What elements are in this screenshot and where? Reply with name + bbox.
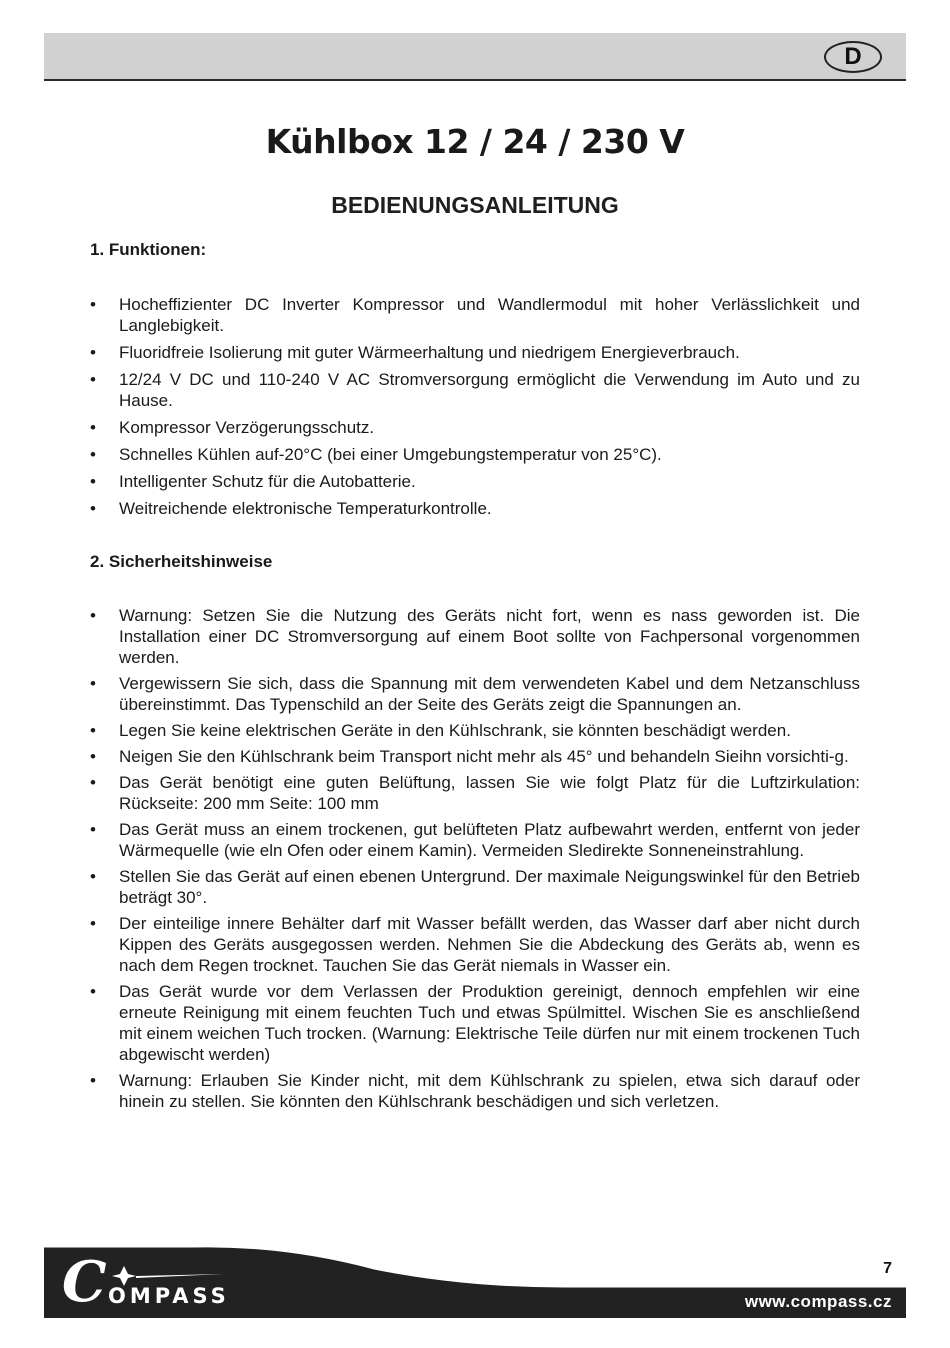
list-item: • Legen Sie keine elektrischen Geräte in den Kühlschrank, sie könnten beschädigt werden.	[90, 720, 860, 741]
website-link[interactable]: www.compass.cz	[744, 1292, 892, 1311]
list-item: • Intelligenter Schutz für die Autobatterie.	[90, 471, 860, 492]
list-item: • Neigen Sie den Kühlschrank beim Transport nicht mehr als 45° und behandeln Sieihn vorsichti-g.	[90, 746, 860, 767]
list-item: • Fluoridfreie Isolierung mit guter Wärmeerhaltung und niedrigem Energieverbrauch.	[90, 342, 860, 363]
language-badge: D	[824, 41, 882, 73]
document-subtitle: BEDIENUNGSANLEITUNG	[331, 192, 619, 218]
logo-initial: C	[62, 1249, 107, 1315]
list-item: • Warnung: Erlauben Sie Kinder nicht, mit dem Kühlschrank zu spielen, etwa sich darauf oder hinein zu stellen. Sie könnten den Kühlschrank beschädigen und sich verletzen.	[90, 1070, 860, 1112]
list-item: • Warnung: Setzen Sie die Nutzung des Geräts nicht fort, wenn es nass geworden ist. Die Installation einer DC Stromversorgung auf einem Boot sollte von Fachpersonal vorgenommen werden.	[90, 605, 860, 668]
list-item: • Kompressor Verzögerungsschutz.	[90, 417, 860, 438]
list-item: • Das Gerät wurde vor dem Verlassen der Produktion gereinigt, dennoch empfehlen wir eine erneute Reinigung mit einem feuchten Tuch und etwas Spülmittel. Wischen Sie es anschließend mit einem weichen Tuch trocken. (Warnung: Elektrische Teile dürfen nur mit einem trockenen Tuch abgewischt werden)	[90, 981, 860, 1065]
funktionen-list	[90, 294, 860, 519]
list-item: • Vergewissern Sie sich, dass die Spannung mit dem verwendeten Kabel und dem Netzanschluss übereinstimmt. Das Typenschild an der Seite des Geräts zeigt die Spannungen an.	[90, 673, 860, 715]
page-number: 7	[883, 1260, 892, 1277]
list-item: • Das Gerät benötigt eine guten Belüftung, lassen Sie wie folgt Platz für die Luftzirkulation: Rückseite: 200 mm Seite: 100 mm	[90, 772, 860, 814]
section-heading-sicherheitshinweise: 2. Sicherheitshinweise	[90, 552, 273, 571]
header-band	[44, 33, 906, 81]
document-title: Kühlbox 12 / 24 / 230 V	[265, 122, 685, 161]
section-heading-funktionen: 1. Funktionen:	[90, 240, 207, 259]
list-item: • Hocheffizienter DC Inverter Kompressor und Wandlermodul mit hoher Verlässlichkeit und Langlebigkeit.	[90, 294, 860, 336]
list-item: • 12/24 V DC und 110-240 V AC Stromversorgung ermöglicht die Verwendung im Auto und zu Hause.	[90, 369, 860, 411]
sicherheitshinweise-list	[90, 605, 860, 1112]
list-item: • Schnelles Kühlen auf-20°C (bei einer Umgebungstemperatur von 25°C).	[90, 444, 860, 465]
list-item: • Stellen Sie das Gerät auf einen ebenen Untergrund. Der maximale Neigungswinkel für den Betrieb beträgt 30°.	[90, 866, 860, 908]
list-item: • Der einteilige innere Behälter darf mit Wasser befällt werden, das Wasser darf aber nicht durch Kippen des Geräts ausgegossen werden. Nehmen Sie die Abdeckung des Geräts ab, wenn es nach dem Regen trocknet. Tauchen Sie das Gerät niemals in Wasser ein.	[90, 913, 860, 976]
list-item: • Das Gerät muss an einem trockenen, gut belüfteten Platz aufbewahrt werden, entfernt von jeder Wärmequelle (wie eln Ofen oder einem Kamin). Vermeiden Sledirekte Sonneneinstrahlung.	[90, 819, 860, 861]
list-item: • Weitreichende elektronische Temperaturkontrolle.	[90, 498, 860, 519]
logo-wordmark: OMPASS	[108, 1284, 230, 1308]
